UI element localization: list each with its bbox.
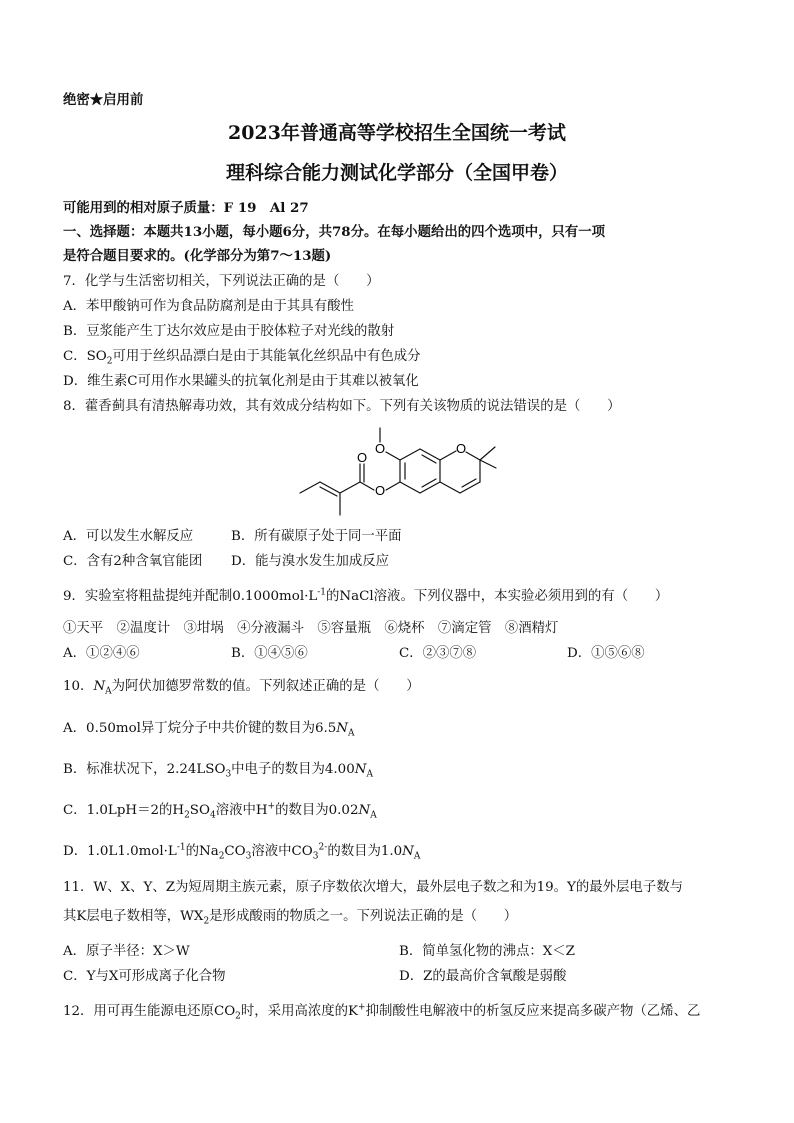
q8-option-b: B．所有碳原子处于同一平面 [231,529,402,544]
q7-option-b: B．豆浆能产生丁达尔效应是由于胶体粒子对光线的散射 [63,324,395,339]
q10-c-mid1: SO [189,803,210,818]
q10-b-pre: B．标准状况下，2.24LSO [63,762,226,777]
q10-b-na: N [354,762,367,777]
q10-stem [63,678,420,696]
section-instructions-line1: 一、选择题：本题共13小题，每小题6分，共78分。在每小题给出的四个选项中，只有一项 [63,224,606,240]
q10-b-post: 中电子的数目为4.00 [231,762,355,777]
q10-d-mid2: CO [224,844,246,859]
struct-o-methoxy: O [374,441,386,456]
q11-option-b: B．简单氢化物的沸点：X＜Z [399,944,575,959]
exam-title: 2023年普通高等学校招生全国统一考试 [228,122,566,144]
q10-a-na-sub: A [348,728,355,739]
q9-option-d: D．①⑤⑥⑧ [567,646,645,661]
q10-c-na: N [358,803,371,818]
q11-stem-line1: 11．W、X、Y、Z为短周期主族元素，原子序数依次增大，最外层电子数之和为19。Y的最外层电子数与 [63,880,683,895]
q10-c-na-sub: A [370,810,377,821]
q10-a-na: N [336,721,349,736]
q10-d-pre: D．1.0L1.0mol·L [63,844,177,859]
q10-d-sub3: 3 [312,851,319,862]
q11-line2-sub: 2 [203,916,210,927]
q11-line2-post: 是形成酸雨的物质之一。下列说法正确的是（ ） [209,909,518,924]
struct-o-carbonyl: O [356,450,368,465]
struct-o-ring: O [455,441,467,456]
q9-stem-sup: -1 [317,587,327,598]
q11-stem-line2 [63,908,517,926]
q12-mid: 时，采用高浓度的K [240,1004,359,1019]
q11-option-d: D．Z的最高价含氧酸是弱酸 [399,969,567,984]
q9-stem-pre: 9．实验室将粗盐提纯并配制0.1000mol·L [63,589,318,604]
q10-option-a [63,720,355,738]
q7-c-pre: C．SO [63,349,107,364]
q10-d-sup2: 2- [318,842,328,853]
q9-items: ①天平 ②温度计 ③坩埚 ④分液漏斗 ⑤容量瓶 ⑥烧杯 ⑦滴定管 ⑧酒精灯 [63,621,559,636]
q8-stem: 8．藿香蓟具有清热解毒功效，其有效成分结构如下。下列有关该物质的说法错误的是（ ） [63,399,621,414]
struct-o-ester: O [374,483,386,498]
q8-option-d: D．能与溴水发生加成反应 [231,554,390,569]
q12-post: 抑制酸性电解液中的析氢反应来提高多碳产物（乙烯、乙 [365,1004,701,1019]
q10-d-sup1: -1 [176,842,186,853]
q7-stem: 7．化学与生活密切相关，下列说法正确的是（ ） [63,274,380,289]
q11-line2-pre: 其K层电子数相等，WX [63,909,204,924]
q10-c-sub1: 2 [184,810,190,821]
q11-option-a: A．原子半径：X＞W [63,944,190,959]
q9-stem [63,588,668,606]
q9-option-a: A．①②④⑥ [63,646,140,661]
q10-na: N [93,679,106,694]
q10-option-d [63,843,420,861]
q10-c-pre: C．1.0LpH＝2的H [63,803,185,818]
q12-pre: 12．用可再生能源电还原CO [63,1004,236,1019]
q10-d-na-sub: A [413,851,421,862]
q10-d-mid3: 溶液中CO [251,844,313,859]
q9-option-b: B．①④⑤⑥ [231,646,308,661]
q10-b-sub: 3 [225,769,232,780]
q9-stem-post: 的NaCl溶液。下列仪器中，本实验必须用到的有（ ） [326,589,669,604]
q12-stem [63,1003,700,1021]
q10-d-na: N [402,844,414,859]
q12-sub: 2 [235,1011,241,1022]
q10-c-sub2: 4 [209,810,216,821]
q7-option-c [63,348,421,366]
q10-d-mid1: 的Na [185,844,219,859]
q7-option-d: D．维生素C可用作水果罐头的抗氧化剂是由于其难以被氧化 [63,374,419,389]
q8-option-a: A．可以发生水解反应 [63,529,194,544]
q7-c-post: 可用于丝织品漂白是由于其能氧化丝织品中有色成分 [112,349,421,364]
q10-c-sup: + [267,801,276,812]
q10-b-na-sub: A [366,769,373,780]
q10-d-sub1: 2 [218,851,225,862]
section-instructions-line2: 是符合题目要求的。(化学部分为第7～13题) [63,248,332,264]
exam-subtitle: 理科综合能力测试化学部分（全国甲卷） [225,162,568,184]
q10-option-c [63,802,377,820]
q7-option-a: A．苯甲酸钠可作为食品防腐剂是由于其具有酸性 [63,299,354,314]
q7-c-sub: 2 [106,356,113,367]
q10-num: 10． [63,679,94,694]
q10-c-post: 的数目为0.02 [275,803,359,818]
q12-sup: + [358,1002,366,1013]
q8-option-c: C．含有2种含氧官能团 [63,554,203,569]
q9-option-c: C．②③⑦⑧ [399,646,477,661]
q10-option-b [63,761,373,779]
ageratochromene-structure [290,420,500,520]
q10-na-sub: A [105,686,112,697]
q10-c-mid2: 溶液中H [215,803,268,818]
atomic-masses: 可能用到的相对原子质量：F 19 Al 27 [63,200,309,216]
q10-a-pre: A．0.50mol异丁烷分子中共价键的数目为6.5 [63,721,337,736]
secret-label: 绝密★启用前 [63,92,144,108]
q10-stem-post: 为阿伏加德罗常数的值。下列叙述正确的是（ ） [111,679,420,694]
q10-d-sub2: 3 [245,851,252,862]
q11-option-c: C．Y与X可形成离子化合物 [63,969,226,984]
q10-d-post: 的数目为1.0 [327,844,403,859]
